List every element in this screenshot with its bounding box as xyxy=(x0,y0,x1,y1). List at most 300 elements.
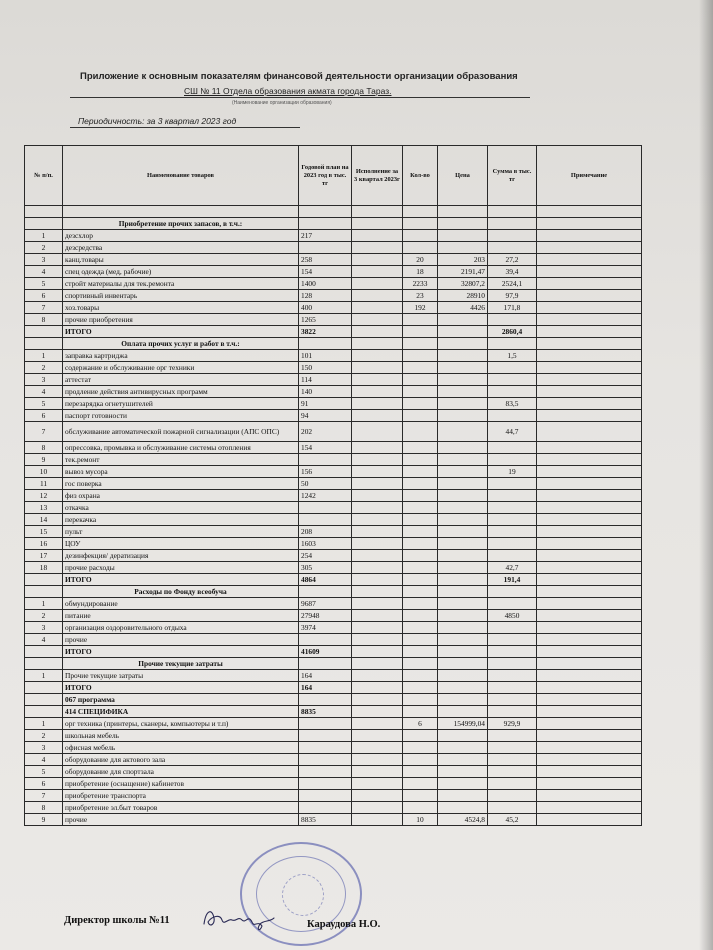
row-price xyxy=(438,670,488,682)
col-header-plan: Годовой план на 2023 год в тыс. тг xyxy=(299,146,352,206)
empty-cell xyxy=(352,706,403,718)
row-plan: 1400 xyxy=(299,278,352,290)
empty-cell xyxy=(438,646,488,658)
empty-cell xyxy=(438,682,488,694)
row-price xyxy=(438,622,488,634)
table-row xyxy=(25,410,642,422)
empty-cell xyxy=(438,694,488,706)
row-item-name: Прочие текущие затраты xyxy=(63,670,299,682)
row-sum xyxy=(488,242,537,254)
row-plan: 258 xyxy=(299,254,352,266)
empty-cell xyxy=(438,218,488,230)
row-sum: 83,5 xyxy=(488,398,537,410)
row-sum: 42,7 xyxy=(488,562,537,574)
row-item-name: канц.товары xyxy=(63,254,299,266)
table-row xyxy=(25,802,642,814)
row-number: 2 xyxy=(25,610,63,622)
total-plan: 4864 xyxy=(299,574,352,586)
specifics-label: 414 СПЕЦИФИКА xyxy=(63,706,299,718)
row-exec xyxy=(352,490,403,502)
row-plan: 91 xyxy=(299,398,352,410)
row-plan: 150 xyxy=(299,362,352,374)
row-note xyxy=(537,814,642,826)
row-exec xyxy=(352,466,403,478)
empty-cell xyxy=(25,338,63,350)
row-item-name: оборудование для актового зала xyxy=(63,754,299,766)
row-sum: 929,9 xyxy=(488,718,537,730)
row-price xyxy=(438,502,488,514)
row-price xyxy=(438,362,488,374)
row-item-name: опрессовка, промывка и обслуживание системы отопления xyxy=(63,442,299,454)
empty-cell xyxy=(352,586,403,598)
row-note xyxy=(537,314,642,326)
row-qty xyxy=(403,242,438,254)
row-note xyxy=(537,610,642,622)
row-item-name: питание xyxy=(63,610,299,622)
row-number: 8 xyxy=(25,802,63,814)
row-number: 4 xyxy=(25,386,63,398)
row-sum: 1,5 xyxy=(488,350,537,362)
row-note xyxy=(537,550,642,562)
row-plan: 400 xyxy=(299,302,352,314)
row-exec xyxy=(352,350,403,362)
row-exec xyxy=(352,670,403,682)
row-sum: 39,4 xyxy=(488,266,537,278)
row-plan xyxy=(299,802,352,814)
row-number: 1 xyxy=(25,718,63,730)
table-row xyxy=(25,242,642,254)
row-sum xyxy=(488,230,537,242)
row-number: 8 xyxy=(25,314,63,326)
row-item-name: организация оздоровительного отдыха xyxy=(63,622,299,634)
financial-table xyxy=(24,145,642,826)
row-qty xyxy=(403,374,438,386)
row-number: 12 xyxy=(25,490,63,502)
row-note xyxy=(537,670,642,682)
row-sum xyxy=(488,790,537,802)
row-note xyxy=(537,730,642,742)
row-note xyxy=(537,634,642,646)
row-plan: 3974 xyxy=(299,622,352,634)
row-note xyxy=(537,802,642,814)
section-title: Оплата прочих услуг и работ в т.ч.: xyxy=(63,338,299,350)
row-number: 2 xyxy=(25,242,63,254)
row-exec xyxy=(352,290,403,302)
row-number: 15 xyxy=(25,526,63,538)
row-qty: 192 xyxy=(403,302,438,314)
row-price xyxy=(438,562,488,574)
empty-cell xyxy=(438,586,488,598)
empty-cell xyxy=(25,218,63,230)
row-item-name: прочие xyxy=(63,634,299,646)
row-price: 28910 xyxy=(438,290,488,302)
director-title: Директор школы №11 xyxy=(64,915,170,926)
row-number: 6 xyxy=(25,410,63,422)
empty-cell xyxy=(537,706,642,718)
row-number: 11 xyxy=(25,478,63,490)
row-qty xyxy=(403,622,438,634)
empty-cell xyxy=(403,694,438,706)
empty-cell xyxy=(403,682,438,694)
row-item-name: вывоз мусора xyxy=(63,466,299,478)
row-price xyxy=(438,490,488,502)
empty-cell xyxy=(25,682,63,694)
empty-cell xyxy=(403,586,438,598)
row-exec xyxy=(352,266,403,278)
empty-cell xyxy=(25,706,63,718)
row-item-name: физ охрана xyxy=(63,490,299,502)
director-signature xyxy=(198,900,278,936)
row-number: 7 xyxy=(25,422,63,442)
section-header-row xyxy=(25,586,642,598)
row-sum: 45,2 xyxy=(488,814,537,826)
table-row xyxy=(25,314,642,326)
row-price xyxy=(438,634,488,646)
table-spacer-row xyxy=(25,206,642,218)
row-item-name: дезсхлор xyxy=(63,230,299,242)
row-qty xyxy=(403,442,438,454)
row-item-name: содержание и обслуживание орг техники xyxy=(63,362,299,374)
row-sum xyxy=(488,742,537,754)
row-item-name: прочие xyxy=(63,814,299,826)
row-sum xyxy=(488,502,537,514)
empty-cell xyxy=(488,586,537,598)
row-price xyxy=(438,350,488,362)
empty-cell xyxy=(352,574,403,586)
row-plan xyxy=(299,754,352,766)
row-item-name: спец одежда (мед, рабочие) xyxy=(63,266,299,278)
organization-underline xyxy=(70,97,530,98)
row-note xyxy=(537,466,642,478)
row-sum xyxy=(488,386,537,398)
row-note xyxy=(537,454,642,466)
row-qty xyxy=(403,778,438,790)
total-label: ИТОГО xyxy=(63,326,299,338)
empty-cell xyxy=(352,694,403,706)
row-note xyxy=(537,778,642,790)
row-qty xyxy=(403,802,438,814)
row-exec xyxy=(352,374,403,386)
row-note xyxy=(537,362,642,374)
row-exec xyxy=(352,562,403,574)
row-note xyxy=(537,790,642,802)
empty-cell xyxy=(537,694,642,706)
empty-cell xyxy=(537,658,642,670)
table-body xyxy=(25,218,642,826)
section-title: Приобретение прочих запасов, в т.ч.: xyxy=(63,218,299,230)
row-plan xyxy=(299,790,352,802)
row-number: 14 xyxy=(25,514,63,526)
row-plan: 94 xyxy=(299,410,352,422)
row-qty xyxy=(403,790,438,802)
row-note xyxy=(537,526,642,538)
col-header-number: № п/п. xyxy=(25,146,63,206)
row-exec xyxy=(352,802,403,814)
row-price: 4524,8 xyxy=(438,814,488,826)
row-price xyxy=(438,550,488,562)
row-plan: 154 xyxy=(299,266,352,278)
period-underline xyxy=(70,127,300,128)
row-item-name: дезсредства xyxy=(63,242,299,254)
row-plan: 305 xyxy=(299,562,352,574)
row-qty: 6 xyxy=(403,718,438,730)
empty-cell xyxy=(25,646,63,658)
row-sum: 2524,1 xyxy=(488,278,537,290)
row-price: 154999,04 xyxy=(438,718,488,730)
row-number: 5 xyxy=(25,398,63,410)
table-row xyxy=(25,790,642,802)
row-price xyxy=(438,242,488,254)
row-qty xyxy=(403,502,438,514)
table-row xyxy=(25,778,642,790)
row-note xyxy=(537,490,642,502)
row-price: 2191,47 xyxy=(438,266,488,278)
table-row xyxy=(25,538,642,550)
row-item-name: тек.ремонт xyxy=(63,454,299,466)
row-qty xyxy=(403,466,438,478)
row-number: 2 xyxy=(25,362,63,374)
row-exec xyxy=(352,410,403,422)
row-exec xyxy=(352,362,403,374)
row-price xyxy=(438,422,488,442)
col-header-price: Цена xyxy=(438,146,488,206)
row-number: 6 xyxy=(25,778,63,790)
row-price xyxy=(438,398,488,410)
row-number: 18 xyxy=(25,562,63,574)
total-sum xyxy=(488,682,537,694)
row-item-name: перезарядка огнетушителей xyxy=(63,398,299,410)
row-plan xyxy=(299,634,352,646)
total-row xyxy=(25,326,642,338)
row-item-name: стройт материалы для тек.ремонта xyxy=(63,278,299,290)
col-header-note: Примечание xyxy=(537,146,642,206)
empty-cell xyxy=(299,586,352,598)
row-number: 1 xyxy=(25,670,63,682)
empty-cell xyxy=(352,682,403,694)
col-header-qty: Кол-во xyxy=(403,146,438,206)
row-exec xyxy=(352,718,403,730)
row-price xyxy=(438,766,488,778)
row-sum xyxy=(488,362,537,374)
row-note xyxy=(537,278,642,290)
row-note xyxy=(537,350,642,362)
row-plan xyxy=(299,514,352,526)
table-header-row xyxy=(25,146,642,206)
row-sum: 171,8 xyxy=(488,302,537,314)
row-plan: 8835 xyxy=(299,814,352,826)
row-price xyxy=(438,538,488,550)
row-plan: 101 xyxy=(299,350,352,362)
row-qty xyxy=(403,766,438,778)
row-exec xyxy=(352,634,403,646)
empty-cell xyxy=(438,326,488,338)
empty-cell xyxy=(537,338,642,350)
table-row xyxy=(25,350,642,362)
row-number: 9 xyxy=(25,814,63,826)
row-item-name: хоз.товары xyxy=(63,302,299,314)
row-price: 32807,2 xyxy=(438,278,488,290)
empty-cell xyxy=(403,218,438,230)
total-plan: 41609 xyxy=(299,646,352,658)
row-exec xyxy=(352,242,403,254)
row-exec xyxy=(352,610,403,622)
empty-cell xyxy=(537,218,642,230)
total-row xyxy=(25,646,642,658)
table-row xyxy=(25,622,642,634)
table-row xyxy=(25,730,642,742)
row-plan: 50 xyxy=(299,478,352,490)
row-price xyxy=(438,598,488,610)
row-number: 4 xyxy=(25,266,63,278)
row-qty xyxy=(403,754,438,766)
table-row xyxy=(25,754,642,766)
empty-cell xyxy=(352,326,403,338)
table-row xyxy=(25,514,642,526)
row-note xyxy=(537,598,642,610)
row-price: 203 xyxy=(438,254,488,266)
row-item-name: прочие расходы xyxy=(63,562,299,574)
row-item-name: оборудование для спортзала xyxy=(63,766,299,778)
row-note xyxy=(537,386,642,398)
row-qty xyxy=(403,526,438,538)
row-plan: 128 xyxy=(299,290,352,302)
director-name: Караудова Н.О. xyxy=(307,919,381,930)
row-plan xyxy=(299,730,352,742)
row-note xyxy=(537,766,642,778)
row-item-name: обмундирование xyxy=(63,598,299,610)
row-exec xyxy=(352,442,403,454)
row-plan: 27948 xyxy=(299,610,352,622)
table-row xyxy=(25,526,642,538)
row-item-name: обслуживание автоматической пожарной сигнализации (АПС ОПС) xyxy=(63,422,299,442)
row-item-name: откачка xyxy=(63,502,299,514)
total-plan: 164 xyxy=(299,682,352,694)
empty-cell xyxy=(403,658,438,670)
row-number: 17 xyxy=(25,550,63,562)
row-item-name: офисная мебель xyxy=(63,742,299,754)
row-price xyxy=(438,314,488,326)
row-exec xyxy=(352,514,403,526)
empty-cell xyxy=(438,706,488,718)
row-price xyxy=(438,514,488,526)
section-title: Расходы по Фонду всеобуча xyxy=(63,586,299,598)
row-item-name: школьная мебель xyxy=(63,730,299,742)
row-exec xyxy=(352,478,403,490)
row-note xyxy=(537,230,642,242)
empty-cell xyxy=(488,338,537,350)
row-price xyxy=(438,386,488,398)
row-note xyxy=(537,410,642,422)
total-plan: 3822 xyxy=(299,326,352,338)
table-row xyxy=(25,442,642,454)
row-number: 3 xyxy=(25,254,63,266)
row-sum xyxy=(488,454,537,466)
row-item-name: заправка картриджа xyxy=(63,350,299,362)
section-header-row xyxy=(25,218,642,230)
row-item-name: дезинфекция/ дератизация xyxy=(63,550,299,562)
row-item-name: перекачка xyxy=(63,514,299,526)
total-label: ИТОГО xyxy=(63,682,299,694)
row-exec xyxy=(352,790,403,802)
empty-cell xyxy=(438,574,488,586)
row-exec xyxy=(352,526,403,538)
row-number: 3 xyxy=(25,742,63,754)
row-plan: 154 xyxy=(299,442,352,454)
total-label: ИТОГО xyxy=(63,646,299,658)
total-sum xyxy=(488,646,537,658)
row-sum: 4850 xyxy=(488,610,537,622)
row-qty xyxy=(403,314,438,326)
row-plan xyxy=(299,718,352,730)
row-number: 4 xyxy=(25,754,63,766)
row-note xyxy=(537,622,642,634)
empty-cell xyxy=(299,694,352,706)
row-plan: 208 xyxy=(299,526,352,538)
document-title: Приложение к основным показателям финансовой деятельности организации образования xyxy=(80,71,518,82)
row-item-name: спортивный инвентарь xyxy=(63,290,299,302)
row-sum: 27,2 xyxy=(488,254,537,266)
empty-cell xyxy=(537,574,642,586)
empty-cell xyxy=(352,218,403,230)
row-item-name: прочие приобретения xyxy=(63,314,299,326)
row-sum xyxy=(488,410,537,422)
row-qty xyxy=(403,514,438,526)
row-sum xyxy=(488,634,537,646)
row-plan: 114 xyxy=(299,374,352,386)
row-exec xyxy=(352,386,403,398)
row-item-name: приобретение (оснащение) кабинетов xyxy=(63,778,299,790)
row-item-name: орг техника (принтеры, сканеры, компьютеры и т.п) xyxy=(63,718,299,730)
row-exec xyxy=(352,730,403,742)
row-number: 10 xyxy=(25,466,63,478)
table-row xyxy=(25,230,642,242)
empty-cell xyxy=(403,574,438,586)
row-sum xyxy=(488,478,537,490)
row-note xyxy=(537,422,642,442)
row-item-name: ЦОУ xyxy=(63,538,299,550)
table-row xyxy=(25,562,642,574)
row-qty xyxy=(403,398,438,410)
table-row xyxy=(25,718,642,730)
total-sum: 191,4 xyxy=(488,574,537,586)
row-price xyxy=(438,526,488,538)
row-qty xyxy=(403,538,438,550)
row-sum xyxy=(488,442,537,454)
row-item-name: гос поверка xyxy=(63,478,299,490)
row-number: 3 xyxy=(25,374,63,386)
row-plan: 202 xyxy=(299,422,352,442)
row-qty xyxy=(403,454,438,466)
empty-cell xyxy=(537,682,642,694)
row-plan: 1265 xyxy=(299,314,352,326)
row-price xyxy=(438,790,488,802)
row-qty: 20 xyxy=(403,254,438,266)
row-plan: 1242 xyxy=(299,490,352,502)
row-sum xyxy=(488,802,537,814)
empty-cell xyxy=(537,646,642,658)
row-qty: 23 xyxy=(403,290,438,302)
row-exec xyxy=(352,622,403,634)
period-label: Периодичность: за 3 квартал 2023 год xyxy=(78,116,237,126)
row-qty xyxy=(403,634,438,646)
program-row xyxy=(25,694,642,706)
row-qty xyxy=(403,230,438,242)
row-qty xyxy=(403,410,438,422)
empty-cell xyxy=(438,658,488,670)
row-plan xyxy=(299,742,352,754)
row-item-name: приобретение транспорта xyxy=(63,790,299,802)
row-exec xyxy=(352,754,403,766)
